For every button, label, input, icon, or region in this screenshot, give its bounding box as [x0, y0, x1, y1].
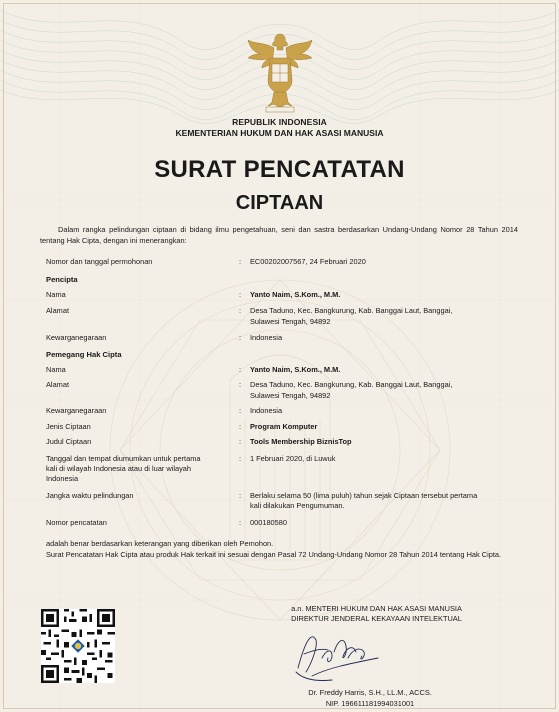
colon: :	[239, 491, 242, 500]
intro-paragraph: Dalam rangka pelindungan ciptaan di bidang ilmu pengetahuan, seni dan sastra berdasarkan Undang-Undang Nomor 28 Tahun 2014 tentang Hak Cipta, dengan ini menerangkan:	[40, 225, 518, 245]
garuda-emblem-icon	[244, 28, 316, 114]
announce-label-line1: Tanggal dan tempat diumumkan untuk pertama	[46, 454, 201, 463]
colon: :	[239, 518, 242, 527]
signatory-nip: NIP. 196611181994031001	[325, 699, 415, 708]
header-republic: REPUBLIK INDONESIA	[232, 117, 327, 127]
holder-address-line1: Desa Taduno, Kec. Bangkurung, Kab. Banggai Laut, Banggai,	[250, 380, 453, 389]
work-title-label: Judul Ciptaan	[46, 437, 92, 446]
signature-on-behalf: a.n. MENTERI HUKUM DAN HAK ASASI MANUSIA	[291, 604, 462, 613]
colon: :	[239, 422, 242, 431]
work-type-label: Jenis Ciptaan	[46, 422, 91, 431]
handwritten-signature	[292, 628, 382, 686]
work-title: Tools Membership BiznisTop	[250, 437, 352, 446]
creator-address-label: Alamat	[46, 306, 70, 315]
holder-address-label: Alamat	[46, 380, 70, 389]
colon: :	[239, 257, 242, 266]
colon: :	[239, 406, 242, 415]
colon: :	[239, 437, 242, 446]
document-title: SURAT PENCATATAN	[154, 156, 405, 183]
record-label: Nomor pencatatan	[46, 518, 107, 527]
holder-name-label: Nama	[46, 365, 66, 374]
closing-line1: adalah benar berdasarkan keterangan yang diberikan oleh Pemohon.	[46, 539, 274, 548]
holder-citizenship: Indonesia	[250, 406, 283, 415]
creator-section-title: Pencipta	[46, 275, 78, 284]
period-value	[250, 491, 520, 511]
holder-citizenship-label: Kewarganegaraan	[46, 406, 107, 415]
document-subtitle: CIPTAAN	[235, 192, 324, 214]
announce-value: 1 Februari 2020, di Luwuk	[250, 454, 336, 463]
holder-address-line2: Sulawesi Tengah, 94892	[250, 391, 331, 400]
signatory-name: Dr. Freddy Harris, S.H., LL.M., ACCS.	[308, 688, 432, 697]
creator-address-line1: Desa Taduno, Kec. Bangkurung, Kab. Banggai Laut, Banggai,	[250, 306, 453, 315]
announce-label-line3: Indonesia	[46, 474, 79, 483]
creator-address-line2: Sulawesi Tengah, 94892	[250, 317, 331, 326]
record-number: 000180580	[250, 518, 287, 527]
work-type: Program Komputer	[250, 422, 318, 431]
creator-name: Yanto Naim, S.Kom., M.M.	[250, 290, 341, 299]
creator-citizenship-label: Kewarganegaraan	[46, 333, 107, 342]
holder-section-title: Pemegang Hak Cipta	[46, 350, 122, 359]
colon: :	[239, 454, 242, 463]
announce-label	[46, 454, 234, 484]
header-ministry: KEMENTERIAN HUKUM DAN HAK ASASI MANUSIA	[175, 128, 384, 138]
colon: :	[239, 365, 242, 374]
creator-citizenship: Indonesia	[250, 333, 283, 342]
creator-name-label: Nama	[46, 290, 66, 299]
holder-name: Yanto Naim, S.Kom., M.M.	[250, 365, 341, 374]
colon: :	[239, 290, 242, 299]
colon: :	[239, 380, 242, 389]
application-value: EC00202007567, 24 Februari 2020	[250, 257, 366, 266]
announce-label-line2: kali di wilayah Indonesia atau di luar wilayah	[46, 464, 192, 473]
colon: :	[239, 333, 242, 342]
signature-position: DIREKTUR JENDERAL KEKAYAAN INTELEKTUAL	[291, 614, 462, 623]
colon: :	[239, 306, 242, 315]
period-label: Jangka waktu pelindungan	[46, 491, 134, 500]
period-line2: kali dilakukan Pengumuman.	[250, 501, 345, 510]
qr-code-icon	[41, 609, 115, 683]
closing-line2: Surat Pencatatan Hak Cipta atau produk Hak terkait ini sesuai dengan Pasal 72 Undang-Undang Nomor 28 Tahun 2014 tentang Hak Cipta.	[46, 550, 502, 559]
period-line1: Berlaku selama 50 (lima puluh) tahun sejak Ciptaan tersebut pertama	[250, 491, 478, 500]
application-label: Nomor dan tanggal permohonan	[46, 257, 153, 266]
